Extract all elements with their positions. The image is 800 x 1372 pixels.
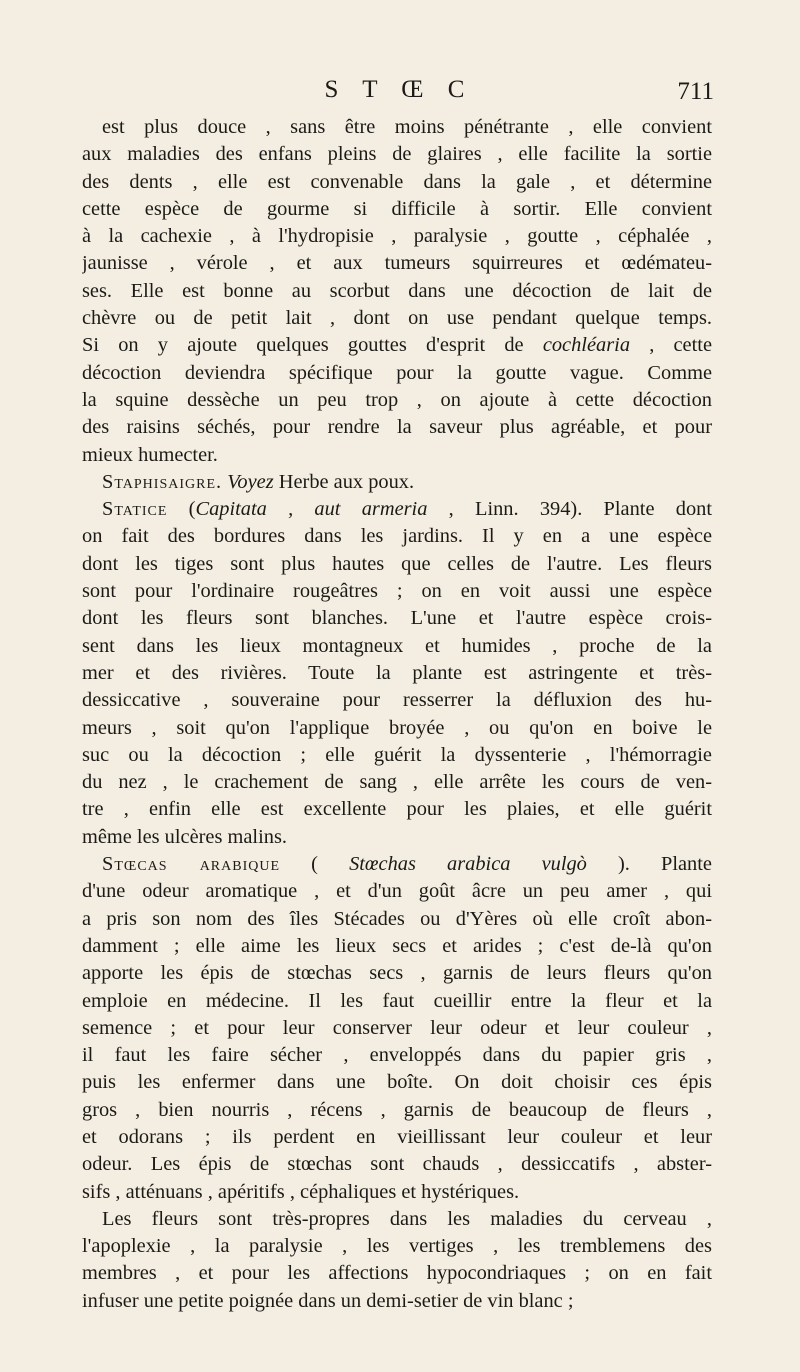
- text-line: [82, 988, 712, 1015]
- text-line: [82, 223, 712, 250]
- italic-text: cochléaria: [542, 334, 631, 357]
- entry-headword: Stœcas arabique: [102, 853, 281, 876]
- running-head: S T Œ C: [324, 76, 474, 103]
- text-run: sont pour l'ordinaire rougeâtres ; on en voit aussi une espèce: [82, 580, 712, 603]
- paragraph: [82, 496, 712, 851]
- text-run: est plus douce , sans être moins pénétrante , elle convient: [102, 116, 712, 138]
- italic-text: Voyez: [227, 470, 274, 493]
- text-line: [82, 906, 712, 933]
- text-run: et odorans ; ils perdent en vieillissant leur couleur et leur: [82, 1125, 712, 1148]
- text-line: [82, 1179, 712, 1206]
- text-line: [82, 1015, 712, 1042]
- text-run: damment ; elle aime les lieux secs et arides ; c'est de-là qu'on: [82, 934, 712, 957]
- text-run: à la cachexie , à l'hydropisie , paralysie , goutte , céphalée ,: [82, 225, 712, 248]
- text-run: dont les tiges sont plus hautes que celles de l'autre. Les fleurs: [82, 552, 712, 575]
- text-run: des dents , elle est convenable dans la gale , et détermine: [82, 170, 712, 193]
- text-line: [82, 250, 712, 277]
- text-run: Si on y ajoute quelques gouttes d'esprit de: [82, 334, 543, 357]
- text-line: [82, 824, 712, 851]
- page-number: 711: [677, 78, 714, 105]
- text-run: suc ou la décoction ; elle guérit la dyssenterie , l'hémorragie: [82, 743, 712, 766]
- text-run: (: [167, 498, 196, 521]
- text-line: [82, 715, 712, 742]
- text-line: [82, 114, 712, 141]
- text-line: [82, 523, 712, 550]
- text-line: [82, 660, 712, 687]
- text-line: [82, 469, 712, 496]
- text-run: d'une odeur aromatique , et d'un goût âcre un peu amer , qui: [82, 880, 712, 903]
- text-run: jaunisse , vérole , et aux tumeurs squirreures et œdémateu-: [82, 252, 712, 275]
- text-line: [82, 496, 712, 523]
- text-line: [82, 1233, 712, 1260]
- text-run: sifs , atténuans , apéritifs , céphaliques et hystériques.: [82, 1180, 520, 1203]
- text-run: cette espèce de gourme si difficile à sortir. Elle convient: [82, 197, 712, 220]
- paragraph: [82, 469, 712, 496]
- text-line: [82, 1097, 712, 1124]
- text-line: [82, 278, 712, 305]
- text-line: [82, 742, 712, 769]
- text-run: , Linn. 394). Plante dont: [427, 498, 712, 521]
- text-line: [82, 332, 712, 359]
- text-line: [82, 387, 712, 414]
- page-header: [84, 76, 714, 110]
- text-run: odeur. Les épis de stœchas sont chauds , dessiccatifs , abster-: [82, 1153, 712, 1176]
- text-run: membres , et pour les affections hypocondriaques ; on en fait: [82, 1262, 712, 1285]
- body-text: [82, 114, 712, 1315]
- text-line: [82, 769, 712, 796]
- text-line: [82, 1151, 712, 1178]
- text-run: puis les enfermer dans une boîte. On doit choisir ces épis: [82, 1071, 712, 1094]
- text-run: mer et des rivières. Toute la plante est astringente et très-: [82, 661, 712, 684]
- text-run: chèvre ou de petit lait , dont on use pendant quelque temps.: [82, 307, 712, 330]
- text-run: la squine dessèche un peu trop , on ajoute à cette décoction: [82, 388, 712, 411]
- text-line: [82, 551, 712, 578]
- text-line: [82, 1206, 712, 1233]
- text-run: ). Plante: [586, 853, 712, 876]
- entry-headword: Staphisaigre.: [102, 470, 223, 493]
- italic-text: Stœchas arabica vulgò: [349, 853, 587, 876]
- text-line: [82, 1288, 712, 1315]
- text-line: [82, 633, 712, 660]
- text-line: [82, 851, 712, 878]
- text-line: [82, 687, 712, 714]
- text-line: [82, 169, 712, 196]
- text-run: emploie en médecine. Il les faut cueillir entre la fleur et la: [82, 989, 712, 1012]
- text-line: [82, 414, 712, 441]
- text-line: [82, 1260, 712, 1287]
- text-run: des raisins séchés, pour rendre la saveur plus agréable, et pour: [82, 416, 712, 439]
- text-run: , cette: [630, 334, 712, 357]
- text-line: [82, 1069, 712, 1096]
- text-run: mieux humecter.: [82, 443, 218, 466]
- text-run: sent dans les lieux montagneux et humides , proche de la: [82, 634, 712, 657]
- text-run: Herbe aux poux.: [273, 470, 415, 493]
- text-run: décoction deviendra spécifique pour la goutte vague. Comme: [82, 361, 712, 384]
- text-run: dessiccative , souveraine pour resserrer la défluxion des hu-: [82, 689, 712, 712]
- text-line: [82, 1042, 712, 1069]
- text-line: [82, 305, 712, 332]
- entry-headword: Statice: [102, 498, 168, 521]
- paragraph: [82, 114, 712, 469]
- text-line: [82, 878, 712, 905]
- italic-text: Capitata , aut armeria: [195, 498, 428, 521]
- text-line: [82, 796, 712, 823]
- text-run: dont les fleurs sont blanches. L'une et l'autre espèce crois-: [82, 607, 712, 630]
- text-run: Les fleurs sont très-propres dans les maladies du cerveau ,: [102, 1207, 712, 1230]
- text-run: même les ulcères malins.: [82, 825, 287, 848]
- paragraph: [82, 851, 712, 1206]
- text-run: infuser une petite poignée dans un demi-setier de vin blanc ;: [82, 1289, 574, 1312]
- text-run: tre , enfin elle est excellente pour les plaies, et elle guérit: [82, 798, 712, 821]
- text-line: [82, 360, 712, 387]
- text-run: gros , bien nourris , récens , garnis de beaucoup de fleurs ,: [82, 1098, 712, 1121]
- text-run: (: [280, 853, 350, 876]
- text-run: meurs , soit qu'on l'applique broyée , ou qu'on en boive le: [82, 716, 712, 739]
- text-run: a pris son nom des îles Stécades ou d'Yères où elle croît abon-: [82, 907, 712, 930]
- text-line: [82, 578, 712, 605]
- text-line: [82, 1124, 712, 1151]
- text-run: aux maladies des enfans pleins de glaires , elle facilite la sortie: [82, 143, 712, 166]
- paragraph: [82, 1206, 712, 1315]
- text-run: l'apoplexie , la paralysie , les vertiges , les tremblemens des: [82, 1235, 712, 1258]
- text-line: [82, 196, 712, 223]
- text-line: [82, 960, 712, 987]
- text-run: du nez , le crachement de sang , elle arrête les cours de ven-: [82, 771, 712, 794]
- text-line: [82, 933, 712, 960]
- text-run: apporte les épis de stœchas secs , garnis de leurs fleurs qu'on: [82, 962, 712, 985]
- text-run: il faut les faire sécher , enveloppés dans du papier gris ,: [82, 1044, 712, 1067]
- text-line: [82, 605, 712, 632]
- text-line: [82, 141, 712, 168]
- text-run: ses. Elle est bonne au scorbut dans une décoction de lait de: [82, 279, 712, 302]
- text-run: on fait des bordures dans les jardins. Il y en a une espèce: [82, 525, 712, 548]
- text-line: [82, 442, 712, 469]
- text-run: semence ; et pour leur conserver leur odeur et leur couleur ,: [82, 1016, 712, 1039]
